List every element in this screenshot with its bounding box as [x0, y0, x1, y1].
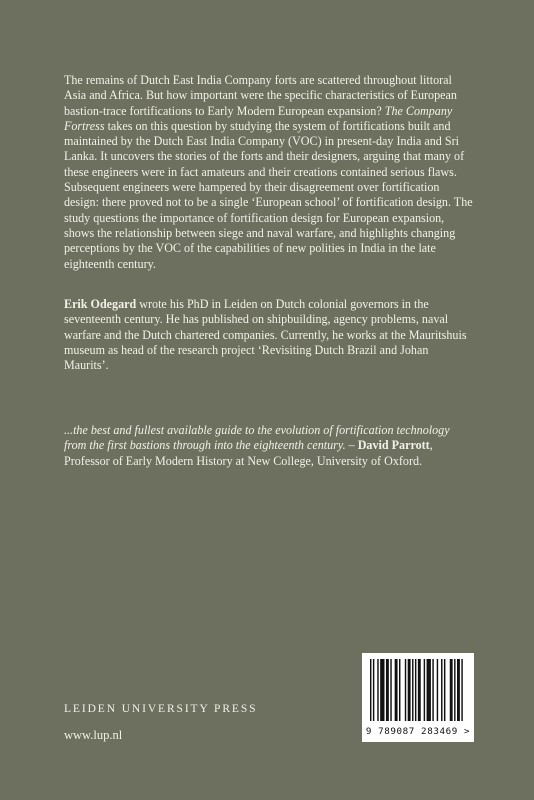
description-text-1: The remains of Dutch East India Company forts are scattered throughout littoral Asia and Africa. But how important were the specific characteristics of European bastion-trace fortifications to Early Modern European expansion? [64, 73, 457, 118]
publisher-name: LEIDEN UNIVERSITY PRESS [64, 703, 258, 715]
author-name: Erik Odegard [64, 297, 137, 311]
book-description [64, 73, 474, 272]
quote-author: David Parrott [357, 438, 430, 453]
review-quote [64, 423, 474, 469]
book-title-italic: The Company Fortress [64, 103, 453, 133]
quote-affiliation: , Professor of Early Modern History at New College, University of Oxford. [64, 438, 433, 468]
isbn-number: 9 789087 283469 > [365, 726, 471, 737]
quote-dash: – [345, 438, 358, 453]
quote-text: ...the best and fullest available guide to the evolution of fortification technology from the first bastions through into the eighteenth century. [64, 423, 450, 453]
author-bio-text: wrote his PhD in Leiden on Dutch colonial governors in the seventeenth century. He has published on shipbuilding, agency problems, naval warfare and the Dutch chartered companies. Currently, he works at the Mauritshuis museum as head of the research project ‘Revisiting Dutch Brazil and Johan Maurits’. [64, 297, 467, 373]
publisher-website: www.lup.nl [64, 728, 123, 742]
author-bio [64, 297, 474, 373]
barcode-bars-icon [370, 659, 466, 721]
description-text-2: takes on this question by studying the system of fortifications built and maintained by the Dutch East India Company (VOC) in present-day India and Sri Lanka. It uncovers the stories of the forts and their designers, arguing that many of these engineers were in fact amateurs and their creations contained serious flaws. Subsequent engineers were hampered by their disagreement over fortification design: there proved not to be a single ‘European school’ of fortification design. The study questions the importance of fortification design for European expansion, shows the relationship between siege and naval warfare, and highlights changing perceptions by the VOC of the capabilities of new polities in India in the late eighteenth century. [64, 118, 473, 271]
isbn-barcode [362, 653, 474, 742]
